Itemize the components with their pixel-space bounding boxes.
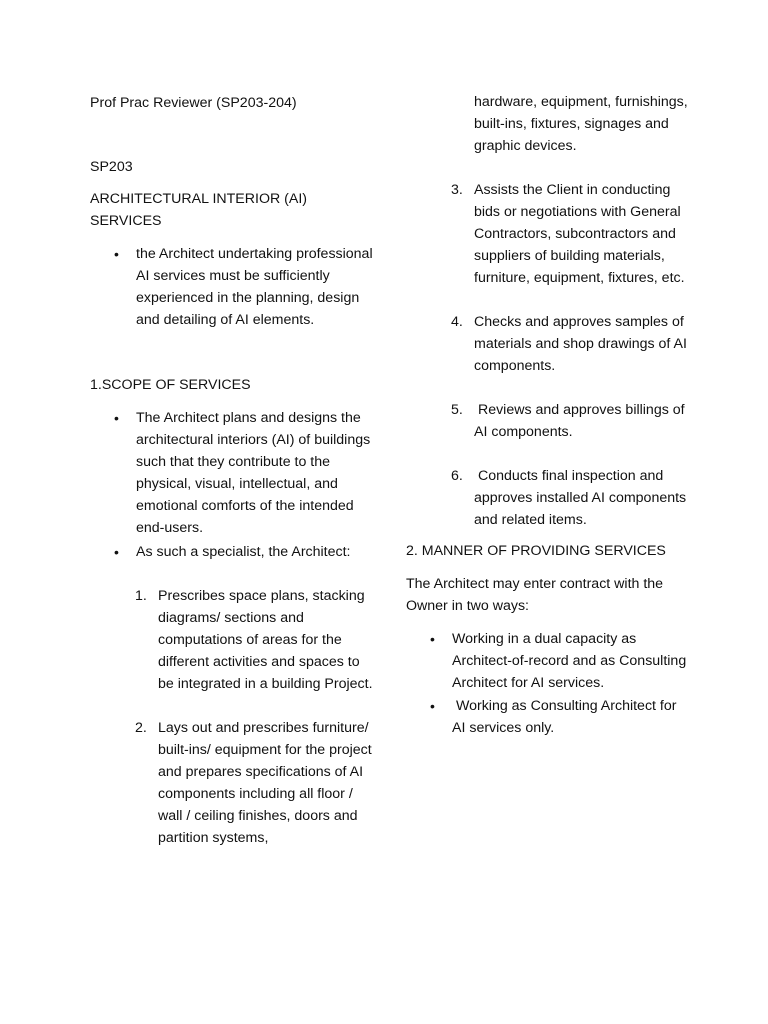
manner-intro: The Architect may enter contract with the Owner in two ways: [406,576,664,614]
left-column [90,91,375,849]
section-title-line2: SERVICES [90,213,162,229]
item-text: Prescribes space plans, stacking diagrams/ sections and computations of areas for the different activities and spaces to be integrated in a building Project. [158,588,373,692]
scope-heading: 1.SCOPE OF SERVICES [90,377,251,393]
intro-bullet-text: the Architect undertaking professional AI services must be sufficiently experienced in the planning, design and detailing of AI elements. [136,246,373,328]
list-item [406,695,691,739]
item-text: Reviews and approves billings of AI components. [474,402,688,440]
scope-bullet-text: As such a specialist, the Architect: [136,544,351,560]
list-item [90,541,375,563]
bullet-icon: • [114,544,119,560]
item-text: Lays out and prescribes furniture/ built-ins/ equipment for the project and prepares specifications of AI components including all floor / wall / ceiling finishes, doors and partition systems, [158,720,372,846]
scope-bullet-list [90,407,375,563]
item-number: 6. [451,468,463,484]
list-item [406,628,691,694]
manner-bullet-text: Working as Consulting Architect for AI services only. [452,698,680,736]
item-number: 5. [451,402,463,418]
list-item [406,311,691,377]
list-item [406,465,691,531]
document-title: Prof Prac Reviewer (SP203-204) [90,95,297,111]
manner-bullet-text: Working in a dual capacity as Architect-of-record and as Consulting Architect for AI services. [452,631,687,691]
scope-bullet-text: The Architect plans and designs the architectural interiors (AI) of buildings such that they contribute to the physical, visual, intellectual, and emotional comforts of the intended end-users. [136,410,371,536]
section-code: SP203 [90,159,133,175]
manner-bullet-list [406,628,691,739]
bullet-icon: • [114,410,119,426]
list-item [90,407,375,539]
intro-bullet-list [90,243,375,331]
bullet-icon: • [430,698,435,714]
numbered-list-continued [406,179,691,531]
list-item [406,179,691,289]
item-text: Checks and approves samples of materials and shop drawings of AI components. [474,314,687,374]
manner-heading: 2. MANNER OF PROVIDING SERVICES [406,543,666,559]
list-item [90,585,375,695]
right-column [406,91,691,739]
item-text: Assists the Client in conducting bids or negotiations with General Contractors, subcontractors and suppliers of building materials, furniture, equipment, fixtures, etc. [474,182,685,286]
bullet-icon: • [114,246,119,262]
item-number: 1. [135,588,147,604]
list-item [406,399,691,443]
item-number: 3. [451,182,463,198]
bullet-icon: • [430,631,435,647]
list-item [90,243,375,331]
list-item [90,717,375,849]
continuation-text: hardware, equipment, furnishings, built-ins, fixtures, signages and graphic devices. [474,94,688,154]
scope-numbered-list [90,585,375,849]
item-number: 2. [135,720,147,736]
item-text: Conducts final inspection and approves installed AI components and related items. [474,468,691,528]
section-title-line1: ARCHITECTURAL INTERIOR (AI) [90,191,308,207]
item-number: 4. [451,314,463,330]
